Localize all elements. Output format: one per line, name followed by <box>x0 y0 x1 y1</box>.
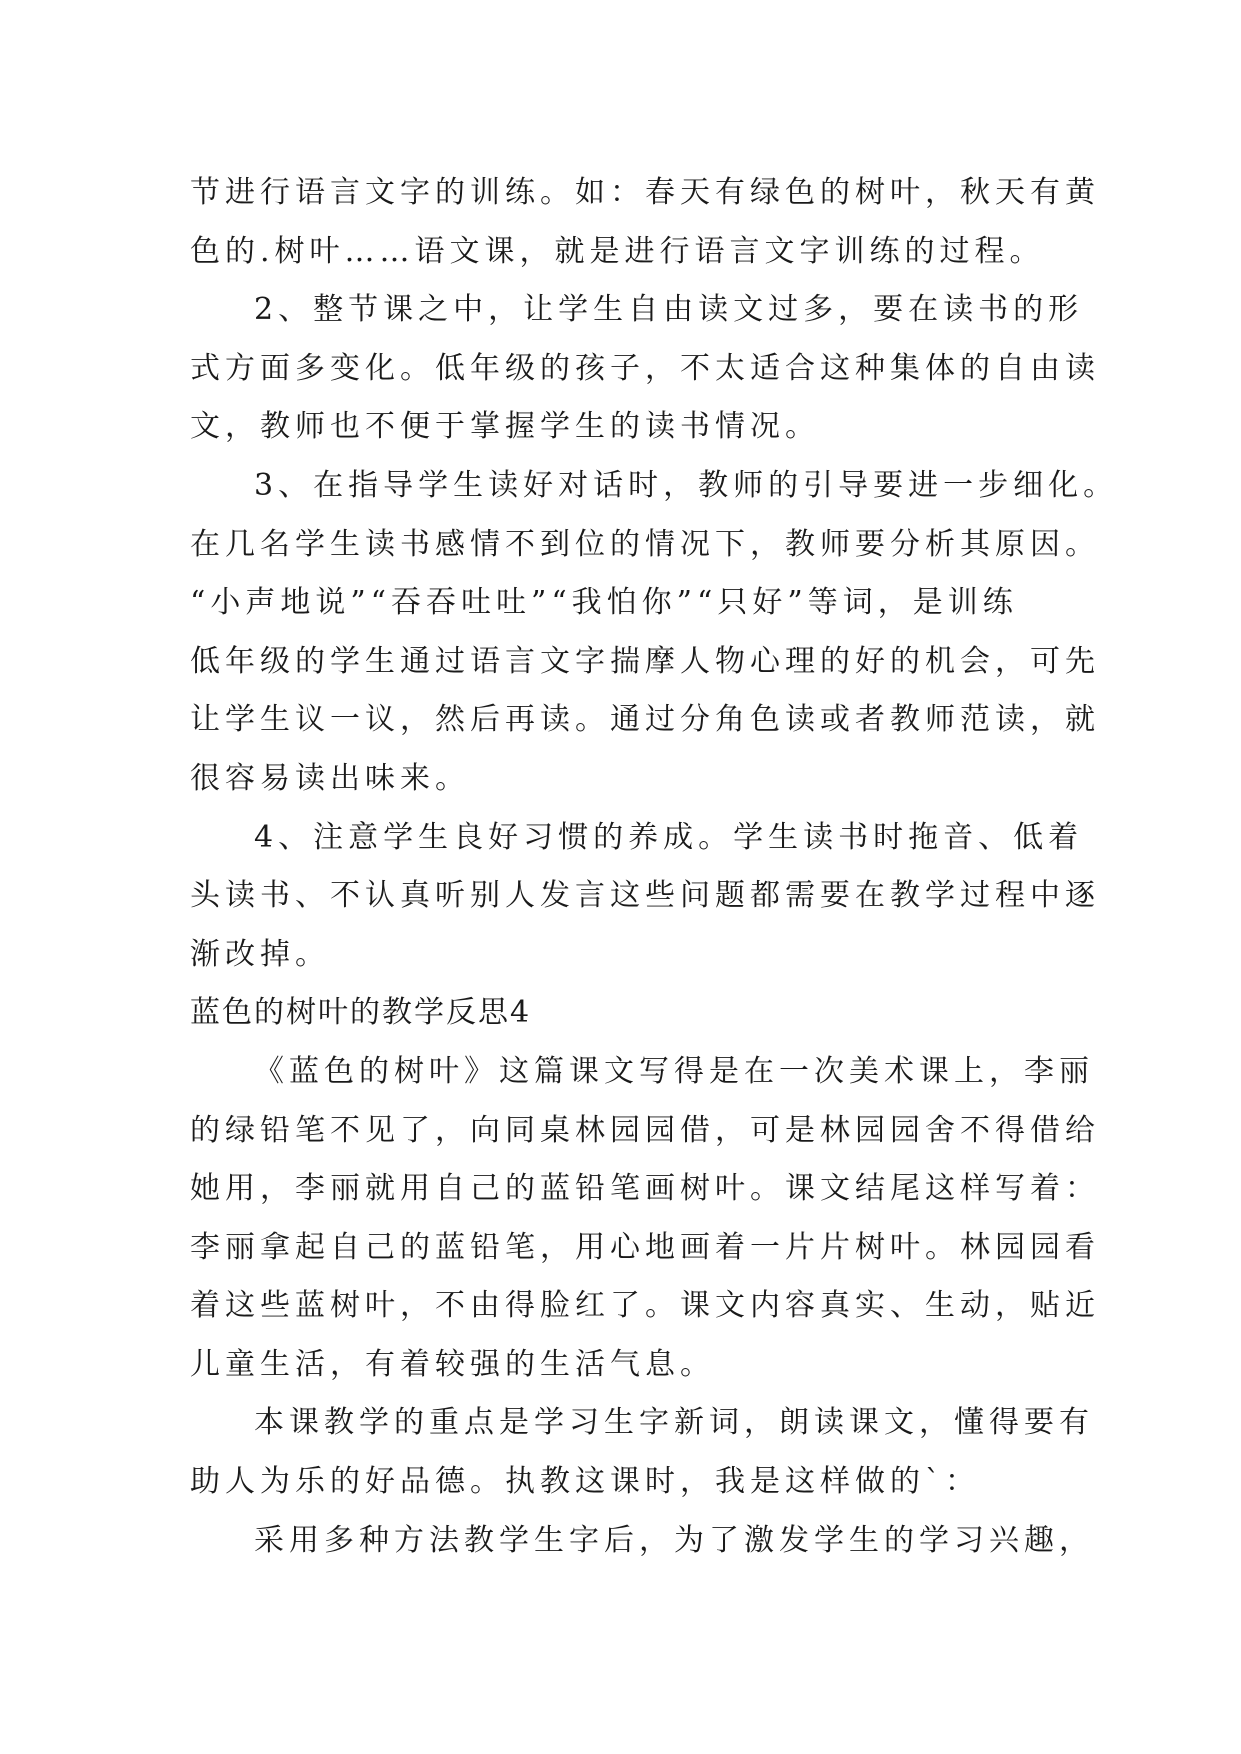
paragraph-start: 采用多种方法教学生字后，为了激发学生的学习兴趣， <box>254 1522 1094 1558</box>
text-line: 低年级的学生通过语言文字揣摩人物心理的好的机会，可先 <box>190 643 1100 679</box>
paragraph-start: 4、注意学生良好习惯的养成。学生读书时拖音、低着 <box>254 819 1084 855</box>
text-line: 李丽拿起自己的蓝铅笔，用心地画着一片片树叶。林园园看 <box>190 1229 1100 1265</box>
paragraph-start: 《蓝色的树叶》这篇课文写得是在一次美术课上，李丽 <box>254 1053 1094 1089</box>
paragraph-start: 本课教学的重点是学习生字新词，朗读课文，懂得要有 <box>254 1405 1094 1441</box>
text-line: 助人为乐的好品德。执教这课时，我是这样做的`： <box>190 1464 980 1500</box>
text-line: 在几名学生读书感情不到位的情况下，教师要分析其原因。 <box>190 526 1100 562</box>
text-line: 儿童生活，有着较强的生活气息。 <box>190 1346 715 1382</box>
section-heading: 蓝色的树叶的教学反思4 <box>190 995 532 1031</box>
paragraph-start: 3、在指导学生读好对话时，教师的引导要进一步细化。 <box>254 467 1119 503</box>
document-body <box>190 164 1119 1570</box>
text-line: 很容易读出味来。 <box>190 760 470 796</box>
text-line: 着这些蓝树叶，不由得脸红了。课文内容真实、生动，贴近 <box>190 1288 1100 1324</box>
text-line: 渐改掉。 <box>190 936 330 972</box>
text-line: “小声地说”“吞吞吐吐”“我怕你”“只好”等词，是训练 <box>190 585 1018 621</box>
text-line: 头读书、不认真听别人发言这些问题都需要在教学过程中逐 <box>190 878 1100 914</box>
text-line: 的绿铅笔不见了，向同桌林园园借，可是林园园舍不得借给 <box>190 1112 1100 1148</box>
text-line: 她用，李丽就用自己的蓝铅笔画树叶。课文结尾这样写着： <box>190 1171 1100 1207</box>
text-line: 让学生议一议，然后再读。通过分角色读或者教师范读，就 <box>190 702 1100 738</box>
paragraph-start: 2、整节课之中，让学生自由读文过多，要在读书的形 <box>254 292 1084 328</box>
text-line: 式方面多变化。低年级的孩子，不太适合这种集体的自由读 <box>190 350 1100 386</box>
text-line: 节进行语言文字的训练。如：春天有绿色的树叶，秋天有黄 <box>190 175 1100 210</box>
text-line: 色的.树叶……语文课，就是进行语言文字训练的过程。 <box>190 233 1045 269</box>
text-line: 文，教师也不便于掌握学生的读书情况。 <box>190 409 820 445</box>
